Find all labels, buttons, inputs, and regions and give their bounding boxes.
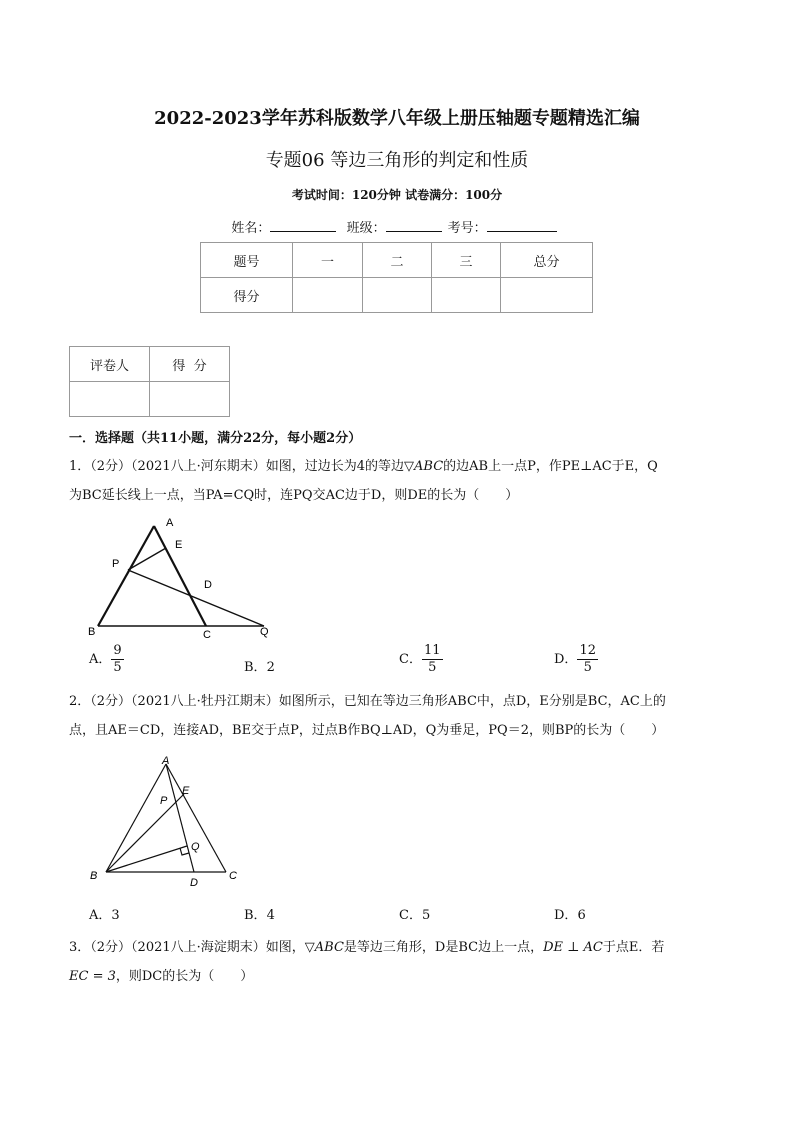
question-3	[69, 933, 729, 991]
score-cell[interactable]	[293, 278, 363, 313]
q3-text: 于点E．若	[602, 940, 665, 955]
score-header-cell: 一	[293, 243, 363, 278]
page-title: 2022-2023学年苏科版数学八年级上册压轴题专题精选汇编	[154, 108, 640, 129]
q2-label-e: E	[182, 785, 190, 797]
exam-info: 考试时间：120分钟 试卷满分：100分	[291, 188, 503, 202]
grader-header: 得 分	[150, 347, 230, 382]
q1-option-b[interactable]	[244, 656, 275, 675]
score-row-label: 得分	[201, 278, 293, 313]
q1-text: 1．（2分）（2021八上·河东期末）如图，过边长为4的等边	[69, 459, 405, 474]
score-header-cell: 总分	[501, 243, 593, 278]
q1-option-letter: A．	[89, 652, 112, 667]
grader-header: 评卷人	[70, 347, 150, 382]
q2-option-d[interactable]	[554, 904, 586, 923]
q1-option-fraction: $\frac{11}{5}$	[423, 643, 441, 675]
q2-line-ad	[166, 764, 194, 872]
class-blank[interactable]	[386, 218, 442, 232]
grader-cell[interactable]	[70, 382, 150, 417]
q1-option-c[interactable]	[399, 643, 443, 676]
grader-table	[69, 346, 230, 417]
name-label: 姓名：	[231, 221, 271, 236]
score-header-cell: 题号	[201, 243, 293, 278]
q1-label-e: E	[175, 539, 183, 551]
q2-line-be	[106, 794, 184, 872]
student-fields	[0, 217, 794, 236]
q1-option-a[interactable]	[89, 643, 124, 676]
q1-label-d: D	[204, 579, 212, 591]
q2-label-a: A	[162, 755, 170, 767]
q2-label-p: P	[160, 795, 168, 807]
q2-line-ac	[166, 764, 226, 872]
q1-option-letter: D．	[554, 652, 578, 667]
q1-label-c: C	[203, 629, 211, 641]
q1-line-pq	[128, 570, 264, 626]
id-label: 考号：	[447, 221, 487, 236]
q1-option-fraction: $\frac{12}{5}$	[579, 643, 596, 675]
score-cell[interactable]	[363, 278, 432, 313]
q1-label-b: B	[88, 626, 96, 638]
q3-text: 是等边三角形，D是BC边上一点，	[343, 940, 544, 955]
q3-triangle-symbol: ▽ABC	[304, 940, 344, 955]
q3-expression: EC = 3	[69, 969, 116, 984]
q2-option-value: 3	[111, 908, 120, 923]
q2-option-a[interactable]	[89, 904, 120, 923]
name-blank[interactable]	[270, 218, 336, 232]
id-blank[interactable]	[487, 218, 557, 232]
q1-triangle-symbol: ▽ABC	[404, 459, 444, 474]
q2-option-letter: A．	[89, 908, 112, 923]
q2-label-b: B	[90, 870, 98, 882]
q1-option-letter: B．	[244, 660, 267, 675]
question-2	[69, 687, 729, 745]
grader-cell[interactable]	[150, 382, 230, 417]
q3-expression: DE ⊥ AC	[543, 940, 603, 955]
q2-label-c: C	[229, 870, 237, 882]
score-table	[200, 242, 593, 313]
q1-figure	[82, 512, 282, 642]
score-cell[interactable]	[432, 278, 501, 313]
q1-text-line2: 为BC延长线上一点，当PA=CQ时，连PQ交AC边于D，则DE的长为（ ）	[69, 488, 519, 503]
q1-text: 的边AB上一点P，作PE⊥AC于E，Q	[443, 459, 658, 474]
q2-label-d: D	[190, 877, 198, 888]
q1-option-d[interactable]	[554, 643, 598, 676]
q1-option-value: 2	[266, 660, 275, 675]
score-cell[interactable]	[501, 278, 593, 313]
q2-text-line2: 点，且AE＝CD，连接AD，BE交于点P，过点B作BQ⊥AD，Q为垂足，PQ＝2，则BP的长为（ ）	[69, 723, 665, 738]
class-label: 班级：	[346, 221, 386, 236]
q2-option-letter: B．	[244, 908, 267, 923]
q1-label-q: Q	[260, 626, 269, 638]
q3-text: ，则DC的长为（ ）	[115, 969, 254, 984]
q2-label-q: Q	[191, 841, 200, 853]
q2-text-line1: 2．（2分）（2021八上·牡丹江期末）如图所示，已知在等边三角形ABC中，点D，E分别是BC，AC上的	[69, 694, 666, 709]
q1-label-p: P	[112, 558, 120, 570]
section-title: 一．选择题（共11小题，满分22分，每小题2分）	[69, 431, 362, 446]
q2-option-c[interactable]	[399, 904, 430, 923]
question-1	[69, 452, 729, 510]
page-subtitle: 专题06 等边三角形的判定和性质	[265, 150, 529, 171]
q1-line-ab	[98, 526, 154, 626]
q2-option-letter: D．	[554, 908, 578, 923]
score-header-cell: 三	[432, 243, 501, 278]
score-header-cell: 二	[363, 243, 432, 278]
q2-option-value: 4	[266, 908, 275, 923]
q2-option-value: 6	[577, 908, 586, 923]
q2-figure	[86, 752, 246, 888]
q1-option-letter: C．	[399, 652, 422, 667]
q1-label-a: A	[166, 517, 174, 529]
q3-text: 3．（2分）（2021八上·海淀期末）如图，	[69, 940, 305, 955]
q2-option-value: 5	[421, 908, 431, 923]
q1-option-fraction: $\frac{9}{5}$	[113, 643, 122, 675]
q1-line-pe	[128, 548, 166, 570]
q2-option-letter: C．	[399, 908, 422, 923]
q2-option-b[interactable]	[244, 904, 275, 923]
